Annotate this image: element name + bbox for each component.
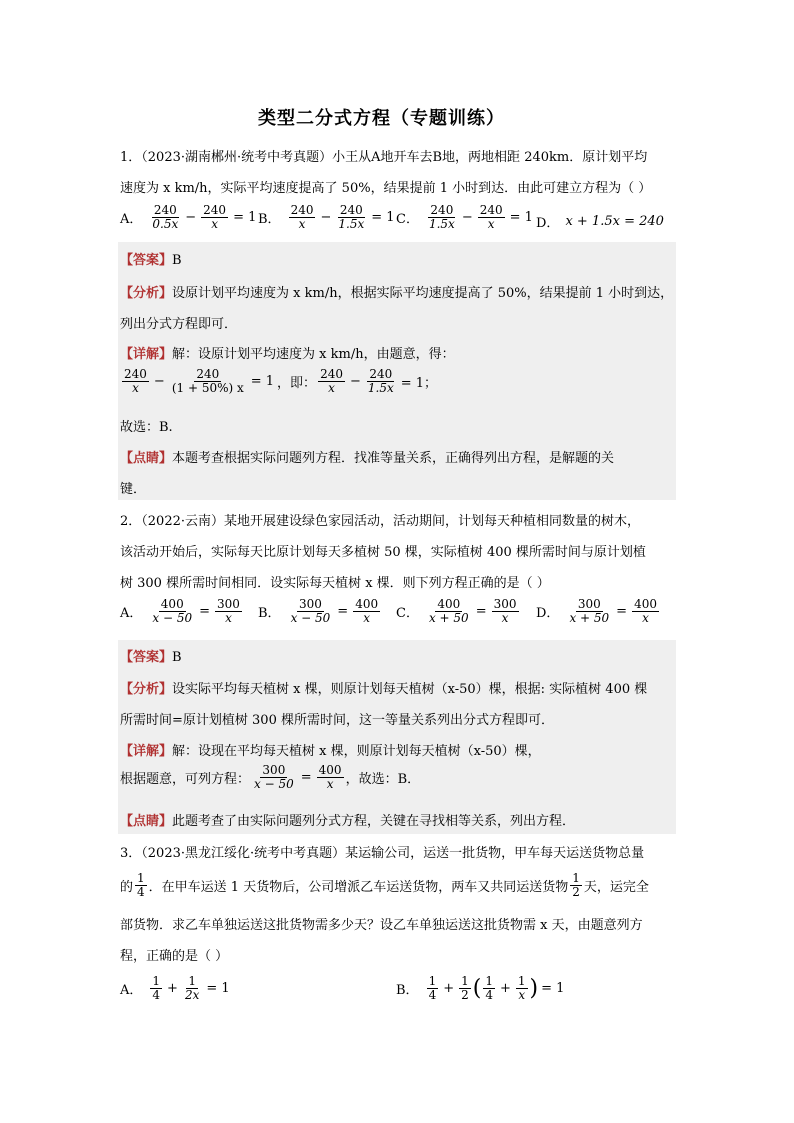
q2-option-c: C． $\frac{400}{x + 50}$ = $\frac{300}{x}$ xyxy=(396,597,517,625)
q1-comment-line1: 【点睛】本题考查根据实际问题列方程．找准等量关系，正确得列出方程，是解题的关 xyxy=(120,451,615,466)
q1-option-a: A． $\frac{240}{0.5x}$ − $\frac{240}{x}$ = 1 xyxy=(120,203,257,231)
q2-option-d: D． $\frac{300}{x + 50}$ = $\frac{400}{x}$ xyxy=(536,597,657,625)
q2-analysis-line1: 【分析】设实际平均每天植树 x 棵，则原计划每天植树（x-50）棵，根据: 实际植树 400 棵 xyxy=(120,682,648,697)
q3-stem-line3: 部货物．求乙车单独运送这批货物需多少天？设乙车单独运送这批货物需 x 天，由题意列方 xyxy=(120,918,643,933)
q2-option-b: B． $\frac{300}{x - 50}$ = $\frac{400}{x}$ xyxy=(258,597,379,625)
q2-stem-line2: 该活动开始后，实际每天比原计划每天多植树 50 棵，实际植树 400 棵所需时间与原计划植 xyxy=(120,545,646,560)
q3-stem-line4: 程，正确的是（ ） xyxy=(120,949,229,964)
q1-stem-line2: 速度为 x km/h，实际平均速度提高了 50%，结果提前 1 小时到达．由此可建立方程为（ ） xyxy=(120,181,652,196)
q1-choose: 故选：B. xyxy=(120,420,173,435)
q1-detail-line1: 【详解】解：设原计划平均速度为 x km/h，由题意，得： xyxy=(120,347,455,362)
q1-option-d: D． x + 1.5x = 240 xyxy=(536,214,664,231)
q2-answer: 【答案】B xyxy=(120,650,182,665)
q2-stem-line1: 2．（2022·云南）某地开展建设绿色家园活动，活动期间，计划每天种植相同数量的树木， xyxy=(120,514,640,529)
q1-option-c: C． $\frac{240}{1.5x}$ − $\frac{240}{x}$ = 1 xyxy=(396,203,533,231)
q3-stem-line1: 3．（2023·黑龙江绥化·统考中考真题）某运输公司，运送一批货物，甲车每天运送货物总量 xyxy=(120,846,645,861)
q2-comment-line1: 【点睛】此题考查了由实际问题列分式方程，关键在寻找相等关系，列出方程． xyxy=(120,814,576,829)
q1-comment-line2: 键． xyxy=(120,482,147,497)
q2-detail-line2: 根据题意，可列方程： $\frac{300}{x - 50}$ = $\frac{400}{x}$ ，故选：B． xyxy=(120,763,421,791)
q1-analysis-line2: 列出分式方程即可． xyxy=(120,317,238,332)
q1-option-b: B． $\frac{240}{x}$ − $\frac{240}{1.5x}$ = 1 xyxy=(258,203,395,231)
q3-stem-line2: 的 $\frac{1}{4}$ ．在甲车运送 1 天货物后，公司增派乙车运送货物，两车又共同运送货物 $\frac{1}{2}$ 天，运完全 xyxy=(120,871,649,899)
q1-answer: 【答案】B xyxy=(120,253,182,268)
q2-analysis-line2: 所需时间=原计划植树 300 棵所需时间，这一等量关系列出分式方程即可． xyxy=(120,713,554,728)
q2-detail-line1: 【详解】解：设现在平均每天植树 x 棵，则原计划每天植树（x-50）棵， xyxy=(120,744,541,759)
q2-stem-line3: 树 300 棵所需时间相同．设实际每天植树 x 棵．则下列方程正确的是（ ） xyxy=(120,576,550,591)
q2-solution-box xyxy=(118,640,676,834)
q1-detail-equation: $\frac{240}{x}$ − $\frac{240}{(1 + 50\%) x}$ = 1 ，即： $\frac{240}{x}$ − $\frac{240}{1.5x}$ = 1； xyxy=(124,367,438,395)
q1-stem-line1: 1．（2023·湖南郴州·统考中考真题）小王从A地开车去B地，两地相距 240km．原计划平均 xyxy=(120,150,648,165)
page-title: 类型二分式方程（专题训练） xyxy=(258,108,505,129)
q1-analysis-line1: 【分析】设原计划平均速度为 x km/h，根据实际平均速度提高了 50%，结果提前 1 小时到达， xyxy=(120,286,674,301)
q3-option-a: A． $\frac{1}{4}$ + $\frac{1}{2x}$ = 1 xyxy=(120,974,230,1002)
q2-option-a: A． $\frac{400}{x - 50}$ = $\frac{300}{x}$ xyxy=(120,597,240,625)
q3-option-b: B． $\frac{1}{4}$ + $\frac{1}{2}$ ( $\frac{1}{4}$ + $\frac{1}{x}$ ) = 1 xyxy=(396,974,565,1002)
